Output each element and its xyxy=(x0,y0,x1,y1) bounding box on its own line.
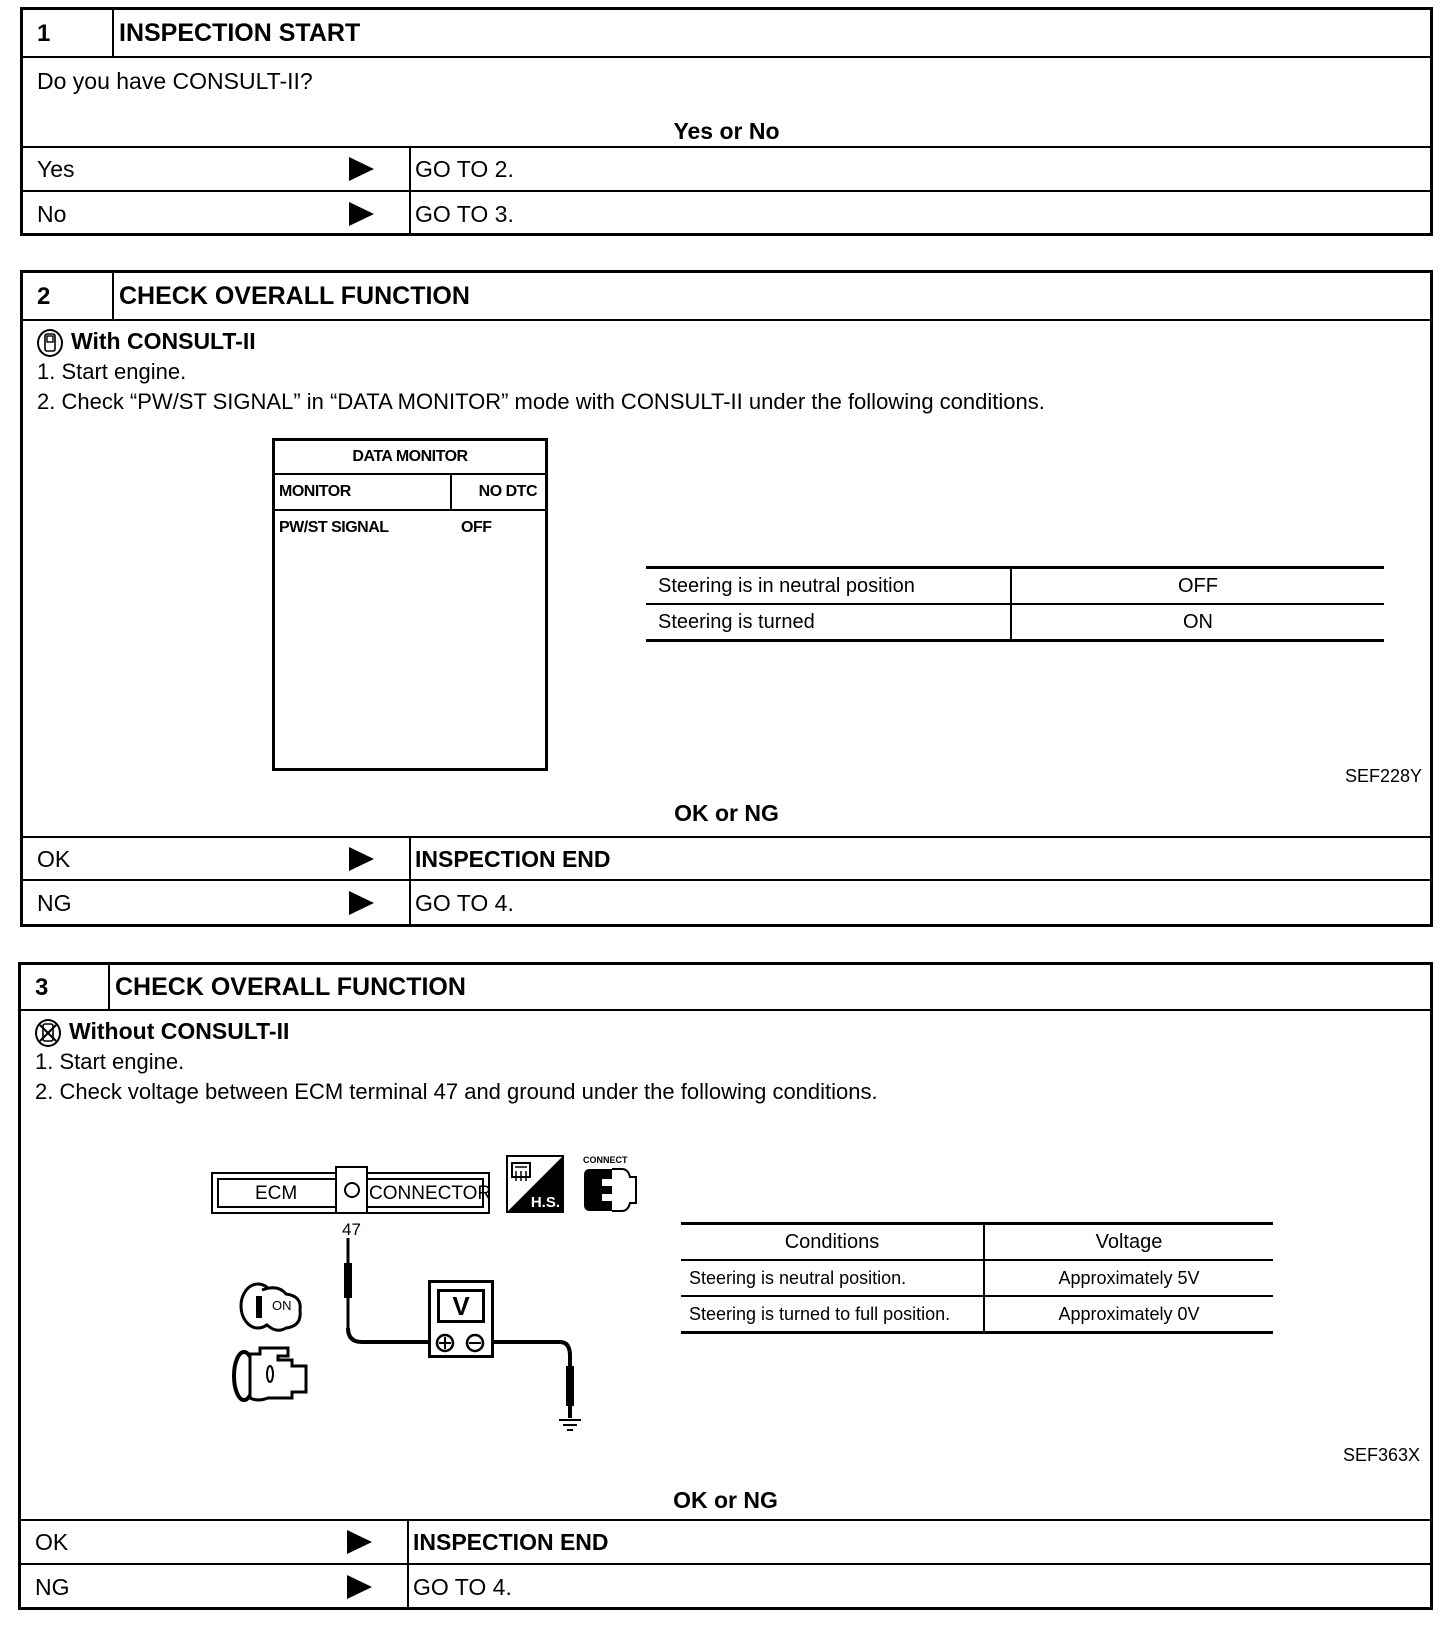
condition-cell: Steering is in neutral position xyxy=(646,568,1011,605)
step-title: CHECK OVERALL FUNCTION xyxy=(115,973,466,1001)
connect-icon xyxy=(582,1167,640,1213)
row-divider xyxy=(409,881,411,926)
hs-label: H.S. xyxy=(530,1194,560,1211)
conditions-header: Conditions xyxy=(681,1224,984,1261)
voltmeter-label: V xyxy=(452,1291,470,1321)
column-divider xyxy=(450,475,452,509)
value-cell: Approximately 0V xyxy=(984,1296,1273,1333)
outcome-row-ok[interactable] xyxy=(23,836,1430,879)
outcome-row-ng[interactable] xyxy=(21,1563,1430,1609)
outcome-target-link[interactable]: GO TO 3. xyxy=(415,201,514,227)
engine-icon xyxy=(230,1346,312,1404)
voltage-header: Voltage xyxy=(984,1224,1273,1261)
mode-heading xyxy=(35,1018,289,1047)
data-monitor-columns xyxy=(275,475,545,511)
monitor-value: OFF xyxy=(461,519,492,536)
ignition-key-on-icon xyxy=(238,1280,306,1338)
outcome-label: No xyxy=(37,201,67,227)
instruction-1: 1. Start engine. xyxy=(35,1049,185,1074)
value-cell: ON xyxy=(1011,604,1384,641)
terminal-number: 47 xyxy=(342,1220,361,1239)
harness-side-icon xyxy=(506,1155,564,1213)
outcome-row-ok[interactable] xyxy=(21,1519,1430,1563)
condition-cell: Steering is neutral position. xyxy=(681,1260,984,1296)
header-divider xyxy=(112,10,114,56)
right-arrow-icon xyxy=(349,847,374,871)
voltmeter-icon xyxy=(428,1280,494,1358)
connector-label: CONNECTOR xyxy=(369,1183,492,1204)
outcome-label: NG xyxy=(37,890,72,916)
ecm-label: ECM xyxy=(255,1183,298,1204)
step-3-header xyxy=(21,965,1430,1011)
step-2-header xyxy=(23,273,1430,321)
condition-row xyxy=(646,568,1384,605)
condition-row xyxy=(681,1260,1273,1296)
connector-terminal-tab xyxy=(335,1166,368,1214)
data-monitor-title: DATA MONITOR xyxy=(275,441,545,475)
mode-heading xyxy=(37,328,256,357)
header-divider xyxy=(108,965,110,1009)
instruction-2: 2. Check voltage between ECM terminal 47 and ground under the following conditions. xyxy=(35,1079,878,1104)
row-divider xyxy=(409,192,411,236)
condition-row xyxy=(681,1296,1273,1333)
step-3-voltage-table xyxy=(681,1222,1273,1334)
step-1-box xyxy=(20,7,1433,236)
right-arrow-icon xyxy=(349,891,374,915)
outcome-row-no[interactable] xyxy=(23,190,1430,236)
mode-label: With CONSULT-II xyxy=(71,328,256,354)
row-divider xyxy=(409,838,411,879)
value-cell: Approximately 5V xyxy=(984,1260,1273,1296)
row-divider xyxy=(407,1565,409,1609)
right-arrow-icon xyxy=(349,157,374,181)
step-1-header xyxy=(23,10,1430,58)
terminal-pin-icon xyxy=(344,1182,360,1198)
no-consult-icon xyxy=(35,1019,61,1047)
row-divider xyxy=(409,148,411,190)
right-arrow-icon xyxy=(347,1575,372,1599)
step-number: 2 xyxy=(37,283,51,310)
right-arrow-icon xyxy=(349,202,374,226)
voltmeter-display xyxy=(437,1289,485,1323)
condition-row xyxy=(646,604,1384,641)
condition-cell: Steering is turned xyxy=(646,604,1011,641)
step-title: INSPECTION START xyxy=(119,19,361,47)
decision-prompt: OK or NG xyxy=(674,800,779,826)
step-title: CHECK OVERALL FUNCTION xyxy=(119,282,470,310)
outcome-row-ng[interactable] xyxy=(23,879,1430,926)
outcome-row-yes[interactable] xyxy=(23,146,1430,190)
instruction-2: 2. Check “PW/ST SIGNAL” in “DATA MONITOR” mode with CONSULT-II under the following conditions. xyxy=(37,389,1045,414)
outcome-target-link[interactable]: GO TO 4. xyxy=(415,890,514,916)
status-column-header: NO DTC xyxy=(478,483,537,500)
question-text: Do you have CONSULT-II? xyxy=(37,68,313,94)
instruction-1: 1. Start engine. xyxy=(37,359,187,384)
decision-prompt: Yes or No xyxy=(673,118,780,144)
step-number: 3 xyxy=(35,974,49,1001)
header-divider xyxy=(112,273,114,319)
right-arrow-icon xyxy=(347,1530,372,1554)
consult-ii-icon xyxy=(37,329,63,357)
outcome-target-link[interactable]: INSPECTION END xyxy=(415,846,611,872)
connect-label: CONNECT xyxy=(583,1155,628,1165)
data-monitor-screen xyxy=(272,438,548,771)
figure-id: SEF228Y xyxy=(1345,766,1423,786)
outcome-label: Yes xyxy=(37,156,75,182)
monitor-item: PW/ST SIGNAL xyxy=(279,519,389,536)
decision-prompt: OK or NG xyxy=(673,1487,778,1513)
outcome-label: OK xyxy=(37,846,71,872)
outcome-label: NG xyxy=(35,1574,70,1600)
outcome-label: OK xyxy=(35,1529,69,1555)
key-on-label: ON xyxy=(272,1298,292,1313)
condition-cell: Steering is turned to full position. xyxy=(681,1296,984,1333)
step-number: 1 xyxy=(37,20,51,47)
row-divider xyxy=(407,1521,409,1563)
figure-id: SEF363X xyxy=(1343,1445,1421,1465)
outcome-target-link[interactable]: GO TO 2. xyxy=(415,156,514,182)
value-cell: OFF xyxy=(1011,568,1384,605)
outcome-target-link[interactable]: INSPECTION END xyxy=(413,1529,609,1555)
mode-label: Without CONSULT-II xyxy=(69,1018,290,1044)
table-header-row xyxy=(681,1224,1273,1261)
step-2-conditions-table xyxy=(646,566,1384,642)
monitor-column-header: MONITOR xyxy=(279,483,351,500)
outcome-target-link[interactable]: GO TO 4. xyxy=(413,1574,512,1600)
